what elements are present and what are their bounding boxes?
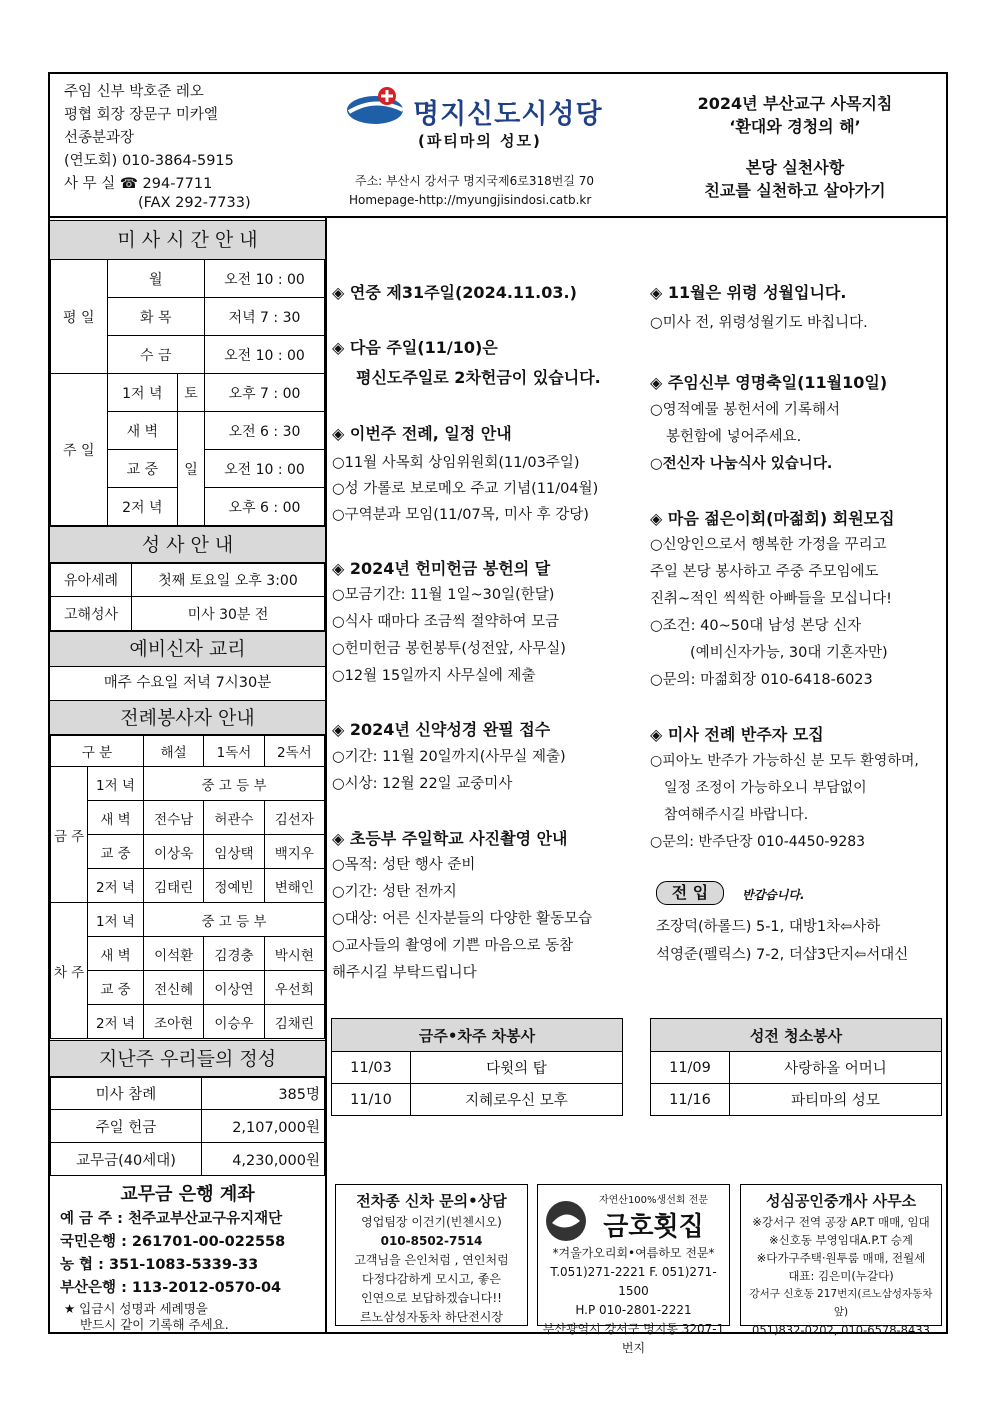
church-logo-icon	[345, 86, 411, 130]
car-date: 11/10	[332, 1084, 411, 1116]
address: 주소: 부산시 강서구 명지국제6로318번길 70	[355, 174, 594, 188]
sacrament-key: 유아세례	[51, 563, 132, 597]
notice-line: ○피아노 반주가 가능하신 분 모두 환영하며,	[650, 753, 919, 769]
servers-title: 전례봉사자 안내	[50, 700, 325, 736]
homepage-link[interactable]: Homepage-http://myungjisindosi.catb.kr	[349, 193, 592, 207]
notice-line: 진취~적인 씩씩한 아빠들을 모십니다!	[650, 591, 892, 607]
fax-line: (FAX 292-7733)	[138, 195, 251, 211]
sacrament-value: 미사 30분 전	[132, 597, 325, 631]
motto-line: 2024년 부산교구 사목지침	[697, 94, 893, 113]
bank-line: 농 협 : 351-1083-5339-33	[60, 1257, 259, 1273]
clean-group: 사랑하올 어머니	[730, 1052, 942, 1084]
notice-line: (예비신자가능, 30대 기혼자만)	[690, 645, 888, 661]
servers-header: 2독서	[264, 735, 324, 767]
ad-line: 051)832-0202, 010-6578-8433	[752, 1323, 930, 1337]
offering-key: 교무금(40세대)	[51, 1143, 202, 1176]
mass-day: 월	[107, 260, 204, 298]
ad-line: 대표: 김은미(누갈다)	[788, 1269, 894, 1283]
server-cell: 전수남	[144, 801, 204, 835]
notice-heading: ◈ 마음 젊은이회(마젊회) 회원모집	[650, 509, 895, 528]
car-date: 11/03	[332, 1052, 411, 1084]
ad-line: 자연산100%생선회 전문	[598, 1195, 709, 1206]
notice-line: ○12월 15일까지 사무실에 제출	[332, 668, 536, 684]
server-cell: 조아현	[144, 1005, 204, 1039]
notice-line: ○영적예물 봉헌서에 기록해서	[650, 402, 840, 418]
notice-heading: ◈ 주임신부 영명축일(11월10일)	[650, 373, 888, 392]
notice-line: ○구역분과 모임(11/07목, 미사 후 강당)	[332, 507, 589, 523]
ad-line: H.P 010-2801-2221	[575, 1303, 692, 1317]
clean-group: 파티마의 성모	[730, 1084, 942, 1116]
bank-line: 부산은행 : 113-2012-0570-04	[60, 1280, 282, 1296]
server-cell: 이상욱	[144, 835, 204, 869]
church-name: 명지신도시성당	[413, 99, 603, 130]
ad-line: ※신호동 부영임대A.P.T 승계	[768, 1233, 914, 1247]
server-cell: 중 고 등 부	[144, 903, 325, 937]
notice-heading: ◈ 2024년 헌미헌금 봉헌의 달	[332, 559, 551, 578]
server-cell: 변해인	[264, 869, 324, 903]
catechumen-title: 예비신자 교리	[50, 631, 325, 667]
cleaning-table	[650, 1018, 942, 1116]
header-divider	[48, 216, 948, 218]
welcome-tag: 반갑습니다.	[742, 888, 805, 902]
mass-day: 토	[178, 374, 205, 412]
notice-line: ○미사 전, 위령성월기도 바칩니다.	[650, 315, 868, 331]
server-cell: 김태린	[144, 869, 204, 903]
mass-name: 2저 녁	[107, 488, 177, 526]
notice-body	[332, 852, 592, 987]
sacrament-key: 고해성사	[51, 597, 132, 631]
notice-line: ○시상: 12월 22일 교중미사	[332, 776, 513, 792]
offering-value: 2,107,000원	[202, 1110, 325, 1143]
welcome-list	[656, 913, 908, 969]
mass-time: 오후 6 : 00	[204, 488, 324, 526]
ad-line: 성심공인중개사 사무소	[765, 1192, 917, 1210]
sacrament-title: 성 사 안 내	[50, 526, 325, 564]
ad-line: ※다가구주택·원투룸 매매, 전월세	[756, 1251, 926, 1265]
mass-time: 오전 10 : 00	[204, 336, 324, 374]
server-cell: 정예빈	[204, 869, 264, 903]
clean-date: 11/16	[651, 1084, 730, 1116]
notice-heading: ◈ 다음 주일(11/10)은	[332, 338, 498, 357]
bank-note: 반드시 같이 기록해 주세요.	[80, 1317, 229, 1332]
server-cell: 이상연	[204, 971, 264, 1005]
notice-body	[332, 582, 566, 690]
fish-logo-icon	[544, 1199, 588, 1243]
notice-body	[332, 450, 598, 528]
notice-line: 참여해주시길 바랍니다.	[664, 807, 809, 823]
sacrament-table	[50, 562, 325, 631]
server-cell: 우선희	[264, 971, 324, 1005]
offering-key: 주일 헌금	[51, 1110, 202, 1143]
bank-note: ★ 입금시 성명과 세례명을	[64, 1301, 208, 1316]
mass-time: 오전 6 : 30	[204, 412, 324, 450]
server-cell: 이석환	[144, 937, 204, 971]
offering-value: 385명	[202, 1077, 325, 1110]
servers-header: 1독서	[204, 735, 264, 767]
server-cell: 박시현	[264, 937, 324, 971]
ad-line: 다정다감하게 모시고, 좋은	[362, 1272, 501, 1286]
mass-day: 수 금	[107, 336, 204, 374]
offering-table	[50, 1076, 325, 1176]
server-cell: 교 중	[88, 835, 144, 869]
offering-value: 4,230,000원	[202, 1143, 325, 1176]
offering-title: 지난주 우리들의 정성	[50, 1040, 325, 1078]
council-line: 평협 회장 장문구 미카엘	[64, 107, 218, 123]
clean-title: 성전 청소봉사	[651, 1019, 942, 1052]
ad-car-dealer	[335, 1184, 528, 1326]
server-cell: 김선자	[264, 801, 324, 835]
ad-line: *겨울가오리회•여름하모 전문*	[552, 1246, 715, 1260]
server-cell: 김채린	[264, 1005, 324, 1039]
notice-heading: ◈ 이번주 전례, 일정 안내	[332, 424, 512, 443]
notice-body	[650, 532, 892, 694]
ad-line: T.051)271-2221 F. 051)271-1500	[550, 1265, 717, 1298]
server-cell: 2저 녁	[88, 1005, 144, 1039]
welcome-badge: 전 입	[656, 881, 724, 905]
notice-heading: ◈ 연중 제31주일(2024.11.03.)	[332, 283, 577, 302]
notice-line: 일정 조정이 가능하오니 부담없이	[664, 780, 867, 796]
notice-line: 해주시길 부탁드립니다	[332, 965, 477, 981]
server-cell: 허관수	[204, 801, 264, 835]
server-cell: 교 중	[88, 971, 144, 1005]
weekday-label: 평 일	[51, 260, 108, 374]
ad-line: 인연으로 보답하겠습니다!!	[361, 1291, 502, 1305]
notice-line: ○대상: 어른 신자분들의 다양한 활동모습	[332, 911, 593, 927]
notice-line: ○신앙인으로서 행복한 가정을 꾸리고	[650, 537, 887, 553]
clean-date: 11/09	[651, 1052, 730, 1084]
mass-day: 일	[178, 412, 205, 526]
mass-title: 미 사 시 간 안 내	[50, 220, 325, 260]
mass-time: 오전 10 : 00	[204, 450, 324, 488]
motto-line: 친교를 실천하고 살아가기	[704, 181, 886, 200]
ad-line: 전차종 신차 문의•상담	[356, 1192, 507, 1210]
notice-line: ○기간: 11월 20일까지(사무실 제출)	[332, 749, 566, 765]
office-line: 사 무 실 ☎ 294-7711	[64, 176, 213, 192]
mass-name: 교 중	[107, 450, 177, 488]
notice-heading: ◈ 초등부 주일학교 사진촬영 안내	[332, 829, 568, 848]
server-cell: 중 고 등 부	[144, 767, 325, 801]
mass-time: 오후 7 : 00	[204, 374, 324, 412]
server-cell: 임상택	[204, 835, 264, 869]
ad-line: 르노삼성자동차 하단전시장	[360, 1310, 503, 1324]
notice-line: ○11월 사목회 상임위원회(11/03주일)	[332, 455, 580, 471]
server-cell: 새 벽	[88, 937, 144, 971]
welcome-line: 조장덕(하롤드) 5-1, 대방1차⇦사하	[656, 919, 881, 935]
offering-key: 미사 참례	[51, 1077, 202, 1110]
church-subtitle: (파티마의 성모)	[418, 132, 542, 150]
server-cell: 이승우	[204, 1005, 264, 1039]
notice-heading: ◈ 2024년 신약성경 완필 접수	[332, 720, 551, 739]
motto-line: ‘환대와 경청의 해’	[729, 117, 861, 136]
notice-heading: ◈ 미사 전례 반주자 모집	[650, 725, 824, 744]
ad-line: 010-8502-7514	[380, 1234, 483, 1248]
ad-line: 고객님을 은인처럼 , 연인처럼	[354, 1253, 509, 1267]
notice-line: 주일 본당 봉사하고 주중 주모임에도	[650, 564, 879, 580]
mass-table	[50, 259, 325, 526]
car-title: 금주•차주 차봉사	[332, 1019, 623, 1052]
server-cell: 백지우	[264, 835, 324, 869]
notice-line: ○문의: 반주단장 010-4450-9283	[650, 834, 866, 850]
notice-line: ○성 가롤로 보로메오 주교 기념(11/04월)	[332, 481, 599, 497]
server-cell: 2저 녁	[88, 869, 144, 903]
diocese-motto	[660, 92, 930, 202]
ad-line: ※강서구 전역 공장 AP.T 매매, 임대	[752, 1215, 930, 1229]
notice-line: ○식사 때마다 조금씩 절약하여 모금	[332, 614, 560, 630]
mass-name: 1저 녁	[107, 374, 177, 412]
car-group: 지혜로우신 모후	[411, 1084, 623, 1116]
bank-line: 국민은행 : 261701-00-022558	[60, 1234, 286, 1250]
mass-time: 저녁 7 : 30	[204, 298, 324, 336]
bank-title: 교무금 은행 계좌	[120, 1184, 255, 1205]
server-cell: 김경충	[204, 937, 264, 971]
week-label: 금 주	[51, 767, 88, 903]
column-divider	[325, 217, 327, 1334]
ad-realestate	[740, 1184, 942, 1337]
yeondo-line: (연도회) 010-3864-5915	[64, 153, 234, 169]
mass-name: 새 벽	[107, 412, 177, 450]
division-line: 선종분과장	[64, 130, 135, 146]
notice-line: ○문의: 마젊회장 010-6418-6023	[650, 672, 873, 688]
motto-line: 본당 실천사항	[745, 158, 845, 177]
notice-body	[332, 744, 566, 798]
server-cell: 새 벽	[88, 801, 144, 835]
welcome-line: 석영준(펠릭스) 7-2, 더샵3단지⇦서대신	[656, 947, 909, 963]
ad-restaurant	[537, 1184, 730, 1355]
notice-line: ○조건: 40~50대 남성 본당 신자	[650, 618, 862, 634]
bank-accounts	[60, 1208, 285, 1300]
car-service-table	[331, 1018, 623, 1116]
car-group: 다윗의 탑	[411, 1052, 623, 1084]
server-cell: 1저 녁	[88, 903, 144, 937]
ad-line: 강서구 신호동 217번지(르노삼성자동차 앞)	[749, 1288, 933, 1318]
ad-line: 부산광역시 강서구 명지동 3207-1번지	[542, 1322, 725, 1355]
servers-table	[50, 734, 325, 1039]
ad-line: 금호횟집	[603, 1212, 704, 1242]
notice-body	[650, 397, 840, 478]
notice-line: ○교사들의 촬영에 기쁜 마음으로 동참	[332, 938, 574, 954]
notice-line: ○기간: 성탄 전까지	[332, 884, 457, 900]
notice-heading: 평신도주일로 2차헌금이 있습니다.	[356, 368, 601, 387]
server-cell: 전신혜	[144, 971, 204, 1005]
notice-heading: ◈ 11월은 위령 성월입니다.	[650, 283, 847, 302]
ad-line: 영업팀장 이건기(빈첸시오)	[361, 1215, 502, 1229]
servers-header: 구 분	[51, 735, 144, 767]
catechumen-text: 매주 수요일 저녁 7시30분	[103, 675, 272, 691]
week-label: 차 주	[51, 903, 88, 1039]
mass-time: 오전 10 : 00	[204, 260, 324, 298]
notice-body	[650, 748, 919, 856]
pastor-line: 주임 신부 박호준 레오	[64, 84, 204, 100]
notice-line: ○헌미헌금 봉헌봉투(성전앞, 사무실)	[332, 641, 566, 657]
mass-day: 화 목	[107, 298, 204, 336]
notice-line: ○전신자 나눔식사 있습니다.	[650, 456, 833, 472]
notice-line: ○목적: 성탄 행사 준비	[332, 857, 476, 873]
sacrament-value: 첫째 토요일 오후 3:00	[132, 563, 325, 597]
notice-line: ○모금기간: 11월 1일~30일(한달)	[332, 587, 555, 603]
server-cell: 1저 녁	[88, 767, 144, 801]
bank-line: 예 금 주 : 천주교부산교구유지재단	[60, 1211, 283, 1227]
servers-header: 해설	[144, 735, 204, 767]
notice-line: 봉헌함에 넣어주세요.	[666, 429, 802, 445]
sunday-label: 주 일	[51, 374, 108, 526]
